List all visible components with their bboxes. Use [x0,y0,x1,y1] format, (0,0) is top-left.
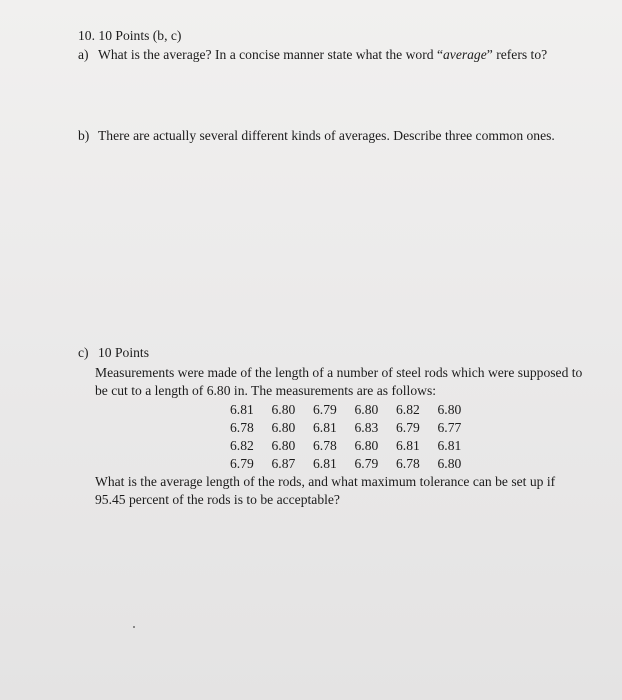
question-c-points: 10 Points [98,345,149,360]
measurement-value: 6.80 [271,420,296,435]
measurement-value: 6.79 [354,456,379,471]
question-b [78,127,555,144]
measurement-value: 6.79 [230,456,254,471]
measurement-value: 6.80 [271,402,296,417]
measurement-value: 6.78 [396,456,420,471]
measurement-row [230,419,479,437]
measurement-value: 6.80 [437,456,462,471]
measurement-value: 6.80 [437,402,462,417]
measurement-value: 6.79 [396,420,420,435]
question-a [78,46,547,63]
measurement-value: 6.82 [230,438,254,453]
measurements-table [230,401,479,473]
measurement-value: 6.87 [271,456,296,471]
measurement-row [230,455,479,473]
question-b-label: b) [78,128,90,143]
measurement-value: 6.79 [313,402,337,417]
question-a-label: a) [78,47,89,62]
measurement-value: 6.80 [271,438,296,453]
measurement-value: 6.81 [313,420,337,435]
pencil-mark [133,626,135,628]
measurement-row [230,437,479,455]
question-a-italic-word: average [442,47,487,62]
measurement-value: 6.81 [313,456,337,471]
question-c-line-1: What is the average length of the rods, and what maximum tolerance can be set up if [95,474,556,489]
measurement-value: 6.83 [354,420,379,435]
question-a-text-end: ” refers to? [486,47,548,62]
measurement-value: 6.81 [437,438,462,453]
question-a-text-start: What is the average? In a concise manner state what the word “ [98,47,443,62]
measurement-row [230,401,479,419]
measurement-value: 6.81 [230,402,254,417]
question-c-intro-line-1: Measurements were made of the length of a number of steel rods which were supposed to [95,365,583,380]
measurement-value: 6.77 [437,420,462,435]
question-c-label: c) [78,345,89,360]
measurement-value: 6.80 [354,438,379,453]
question-c-line-2: 95.45 percent of the rods is to be acceptable? [95,492,340,507]
measurement-value: 6.80 [354,402,379,417]
question-c-intro-line-2: be cut to a length of 6.80 in. The measurements are as follows: [95,383,437,398]
problem-header: 10. 10 Points (b, c) [78,28,182,43]
question-c-header [78,344,149,361]
measurement-value: 6.78 [230,420,254,435]
question-b-text: There are actually several different kinds of averages. Describe three common ones. [98,128,555,143]
measurement-value: 6.81 [396,438,420,453]
measurement-value: 6.82 [396,402,420,417]
measurement-value: 6.78 [313,438,337,453]
